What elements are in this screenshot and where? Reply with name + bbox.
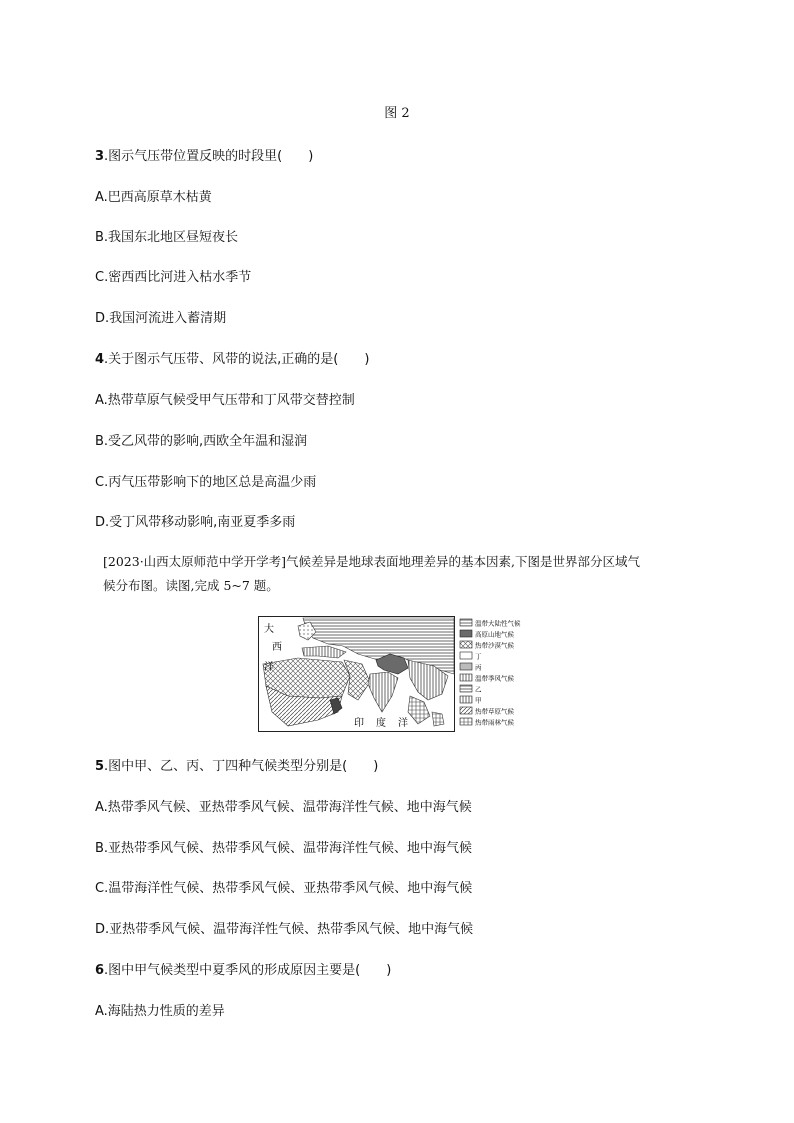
legend-label: 高原山地气候 — [475, 630, 514, 639]
question-text: .关于图示气压带、风带的说法,正确的是( ) — [104, 352, 370, 367]
legend-swatch — [460, 630, 472, 637]
question-text: .图中甲气候类型中夏季风的形成原因主要是( ) — [104, 963, 392, 978]
legend-swatch — [460, 619, 472, 626]
q4-option-b: B.受乙风带的影响,西欧全年温和湿润 — [95, 434, 308, 449]
source-paragraph — [103, 550, 703, 598]
source-text-line1: 气候差异是地球表面地理差异的基本因素,下图是世界部分区域气 — [286, 554, 641, 569]
legend-label: 丙 — [475, 663, 482, 672]
q3-option-a: A.巴西高原草木枯黄 — [95, 190, 212, 205]
q3-option-b: B.我国东北地区昼短夜长 — [95, 230, 239, 245]
climate-map-figure — [258, 616, 538, 732]
question-number: 5 — [95, 759, 105, 774]
legend-swatch — [460, 685, 472, 692]
q4-option-c: C.丙气压带影响下的地区总是高温少雨 — [95, 475, 317, 490]
legend-swatch — [460, 707, 472, 714]
map-label: 印 — [354, 718, 364, 729]
q5-option-a: A.热带季风气候、亚热带季风气候、温带海洋性气候、地中海气候 — [95, 800, 472, 815]
q5-option-c: C.温带海洋性气候、热带季风气候、亚热带季风气候、地中海气候 — [95, 881, 473, 896]
question-text: .图示气压带位置反映的时段里( ) — [104, 149, 314, 164]
legend-swatch — [460, 718, 472, 725]
question-number: 4 — [95, 352, 105, 367]
q5-option-d: D.亚热带季风气候、温带海洋性气候、热带季风气候、地中海气候 — [95, 922, 474, 937]
source-text-line2: 候分布图。读图,完成 5~7 题。 — [103, 578, 279, 593]
question-number: 3 — [95, 149, 105, 164]
legend-label: 乙 — [475, 685, 482, 694]
map-label: 洋 — [264, 662, 274, 673]
legend-swatch — [460, 674, 472, 681]
q4-option-d: D.受丁风带移动影响,南亚夏季多雨 — [95, 515, 296, 530]
legend-label: 温带季风气候 — [475, 674, 514, 683]
figure-caption: 图 2 — [384, 106, 410, 121]
question-text: .图中甲、乙、丙、丁四种气候类型分别是( ) — [104, 759, 379, 774]
legend-label: 热带沙漠气候 — [475, 641, 514, 650]
legend-swatch — [460, 663, 472, 670]
climate-map — [258, 616, 538, 732]
question-number: 6 — [95, 963, 105, 978]
question-5-stem — [95, 755, 378, 774]
q4-option-a: A.热带草原气候受甲气压带和丁风带交替控制 — [95, 393, 355, 408]
map-label: 大 — [264, 624, 274, 635]
legend-swatch — [460, 696, 472, 703]
q5-option-b: B.亚热带季风气候、热带季风气候、温带海洋性气候、地中海气候 — [95, 841, 473, 856]
question-6-stem — [95, 959, 391, 978]
source-tag: [2023·山西太原师范中学开学考] — [103, 554, 287, 569]
map-legend — [460, 619, 521, 727]
legend-label: 甲 — [475, 696, 482, 705]
legend-label: 热带草原气候 — [475, 707, 514, 716]
question-3-stem — [95, 145, 313, 164]
legend-label: 温带大陆性气候 — [475, 619, 521, 628]
map-label: 度 — [376, 718, 386, 729]
q3-option-c: C.密西西比河进入枯水季节 — [95, 270, 252, 285]
map-label: 洋 — [398, 718, 408, 729]
legend-label: 热带雨林气候 — [475, 718, 514, 727]
q3-option-d: D.我国河流进入蓄清期 — [95, 311, 227, 326]
legend-swatch — [460, 641, 472, 648]
q6-option-a: A.海陆热力性质的差异 — [95, 1004, 225, 1019]
legend-swatch — [460, 652, 472, 659]
question-4-stem — [95, 348, 369, 367]
map-label: 西 — [272, 642, 282, 653]
legend-label: 丁 — [475, 652, 482, 661]
